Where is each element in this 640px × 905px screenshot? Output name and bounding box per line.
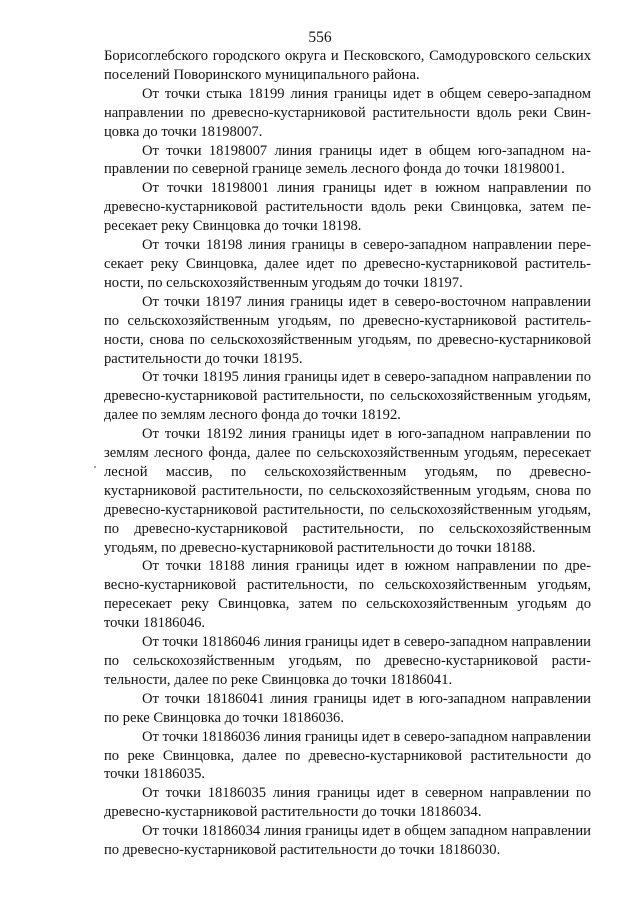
scan-speck xyxy=(94,466,96,468)
paragraph-point-18198007: От точки 18198007 линия границы идет в общем юго-западном направлении по северной границе земель лесного фонда до точки 18198001. xyxy=(104,142,591,178)
paragraph-point-18198: От точки 18198 линия границы в северо-западном направлении пересекает реку Свинцовка, далее идет по древесно-кустарниковой растительности, по сельскохозяйственным угодьям до точки 18197. xyxy=(104,237,591,291)
paragraph-point-18198001: От точки 18198001 линия границы идет в южном направлении по древесно-кустарниковой растительности вдоль реки Свинцовка, затем пересекает реку Свинцовка до точки 18198. xyxy=(104,180,591,235)
paragraph-point-18199: От точки стыка 18199 линия границы идет в общем северо-западном направлении по древесно-кустарниковой растительности вдоль реки Свинцовка до точки 18198007. xyxy=(104,85,591,140)
paragraph-point-18186036: От точки 18186036 линия границы идет в северо-западном направлении по реке Свинцовка, далее по древесно-кустарниковой растительности до точки 18186035. xyxy=(104,728,591,783)
paragraph-point-18192: От точки 18192 линия границы идет в юго-западном направлении по землям лесного фонда, далее по сельскохозяйственным угодьям, пересекает лесной массив, по сельскохозяйственным угодьям, по древесно-кустарниковой растительности, по сельскохозяйственным угодьям, снова по древесно-кустарниковой растительности, по сельскохозяйственным угодьям, по древесно-кустарниковой растительности, по сельскохозяйственным угодьям, по древесно-кустарниковой растительности до точки 18188. xyxy=(104,426,591,556)
paragraph-point-18186034: От точки 18186034 линия границы идет в общем западном направлении по древесно-кустарниковой растительности до точки 18186030. xyxy=(104,823,591,859)
paragraph-point-18186046: От точки 18186046 линия границы идет в северо-западном направлении по сельскохозяйственным угодьям, по древесно-кустарниковой растительности, далее по реке Свинцовка до точки 18186041. xyxy=(104,634,591,688)
paragraph-point-18188: От точки 18188 линия границы идет в южном направлении по древесно-кустарниковой растительности, по сельскохозяйственным угодьям, пересекает реку Свинцовка, затем по сельскохозяйственным угодьям до точки 18186046. xyxy=(104,558,591,632)
paragraph-point-18186041: От точки 18186041 линия границы идет в юго-западном направлении по реке Свинцовка до точки 18186036. xyxy=(104,690,591,726)
paragraph-point-18186035: От точки 18186035 линия границы идет в северном направлении по древесно-кустарниковой растительности до точки 18186034. xyxy=(104,785,591,821)
document-body xyxy=(104,47,591,860)
page-number: 556 xyxy=(308,29,332,46)
paragraph-point-18197: От точки 18197 линия границы идет в северо-восточном направлении по сельскохозяйственным угодьям, по древесно-кустарниковой растительности, снова по сельскохозяйственным угодьям, по древесно-кустарниковой растительности до точки 18195. xyxy=(104,293,591,367)
paragraph-point-18195: От точки 18195 линия границы идет в северо-западном направлении по древесно-кустарниковой растительности, по сельскохозяйственным угодьям, далее по землям лесного фонда до точки 18192. xyxy=(104,369,591,424)
paragraph-continuation: Борисоглебского городского округа и Песковского, Самодуровского сельских поселений Поворинского муниципального района. xyxy=(104,48,591,83)
